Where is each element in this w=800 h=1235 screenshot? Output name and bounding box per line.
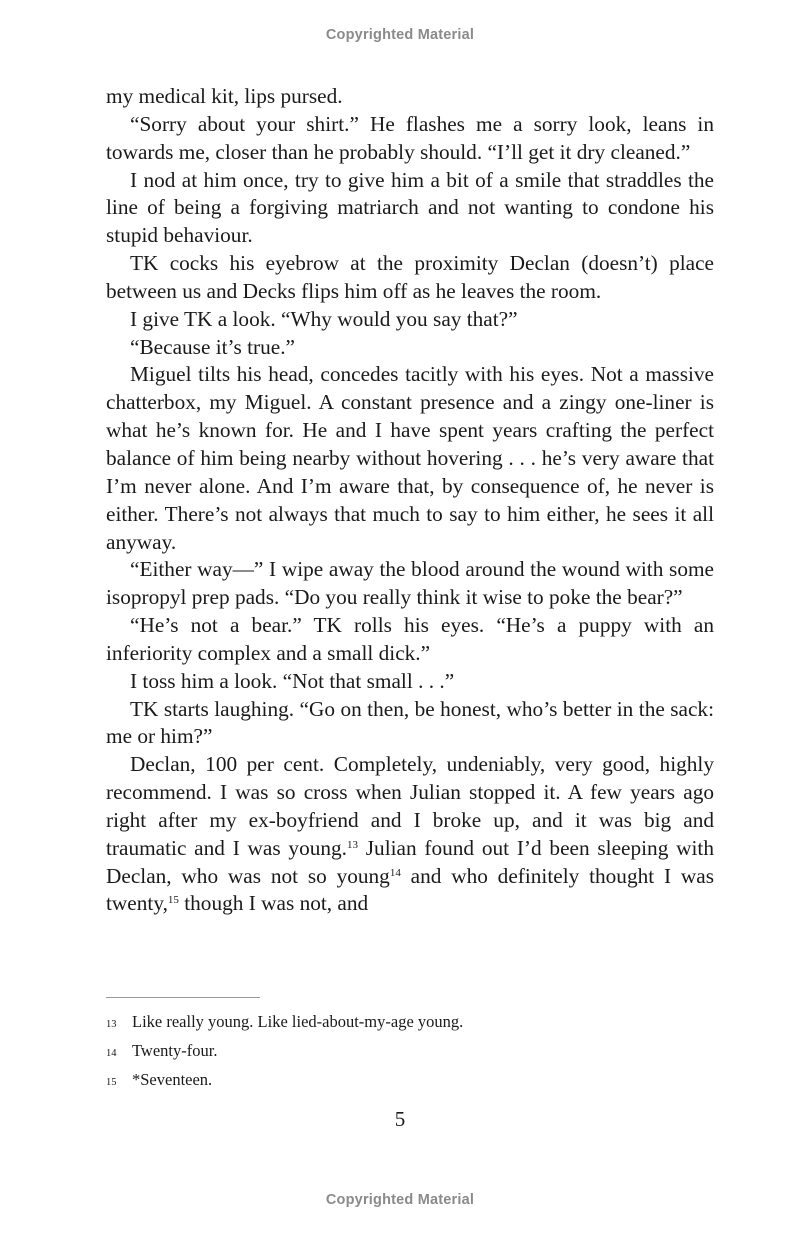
footnote-divider <box>106 997 260 998</box>
footnote-number: 15 <box>106 1077 117 1088</box>
text-run: and who definitely thought I was twenty, <box>106 863 714 916</box>
footnote-15 <box>106 1067 714 1096</box>
paragraph: “Either way—” I wipe away the blood around the wound with some isopropyl prep pads. “Do you really think it wise to poke the bear?” <box>106 557 714 610</box>
copyright-watermark-bottom: Copyrighted Material <box>325 1192 475 1208</box>
footnotes <box>106 1009 714 1096</box>
footnote-text: Like really young. Like lied-about-my-age young. <box>132 1012 464 1031</box>
paragraph: TK starts laughing. “Go on then, be honest, who’s better in the sack: me or him?” <box>106 696 714 749</box>
paragraph: “He’s not a bear.” TK rolls his eyes. “He’s a puppy with an inferiority complex and a small dick.” <box>106 613 714 665</box>
paragraph: I toss him a look. “Not that small . . .” <box>130 668 455 693</box>
footnote-ref-14[interactable]: 14 <box>389 866 401 879</box>
body-text <box>106 83 714 918</box>
paragraph: I give TK a look. “Why would you say that?” <box>130 306 518 331</box>
paragraph-with-footnote-refs <box>106 751 714 918</box>
paragraph: “Because it’s true.” <box>130 334 295 359</box>
text-run: Julian found out I’d been sleeping with Declan, who was not so young <box>106 835 714 888</box>
paragraph: I nod at him once, try to give him a bit of a smile that straddles the line of being a forgiving matriarch and not wanting to condone his stupid behaviour. <box>106 167 714 248</box>
footnote-13 <box>106 1009 714 1038</box>
paragraph: my medical kit, lips pursed. <box>106 84 343 108</box>
paragraph: TK cocks his eyebrow at the proximity Declan (doesn’t) place between us and Decks flips him off as he leaves the room. <box>106 251 714 303</box>
text-run: though I was not, and <box>178 891 369 916</box>
paragraph: Miguel tilts his head, concedes tacitly with his eyes. Not a massive chatterbox, my Miguel. A constant presence and a zingy one-liner is what he’s known for. He and I have spent years crafting the perfect balance of him being nearby without hovering . . . he’s very aware that I’m never alone. And I’m aware that, by consequence of, he never is either. There’s not always that much to say to him either, he sees it all anyway. <box>106 362 714 554</box>
copyright-watermark-top: Copyrighted Material <box>325 27 475 43</box>
footnote-ref-15[interactable]: 15 <box>167 894 179 907</box>
text-run: Declan, 100 per cent. Completely, undeniably, very good, highly recommend. I was so cross when Julian stopped it. A few years ago right after my ex-boyfriend and I broke up, and it was big and traumatic and I was young. <box>106 752 714 860</box>
footnote-number: 14 <box>106 1048 117 1059</box>
footnote-14 <box>106 1038 714 1067</box>
footnote-ref-13[interactable]: 13 <box>347 838 358 851</box>
footnote-text: Twenty-four. <box>132 1041 218 1060</box>
paragraph: “Sorry about your shirt.” He flashes me a sorry look, leans in towards me, closer than he probably should. “I’ll get it dry cleaned.” <box>106 111 714 164</box>
footnote-text: *Seventeen. <box>132 1070 213 1089</box>
page-number: 5 <box>394 1107 406 1131</box>
footnote-number: 13 <box>106 1019 117 1030</box>
